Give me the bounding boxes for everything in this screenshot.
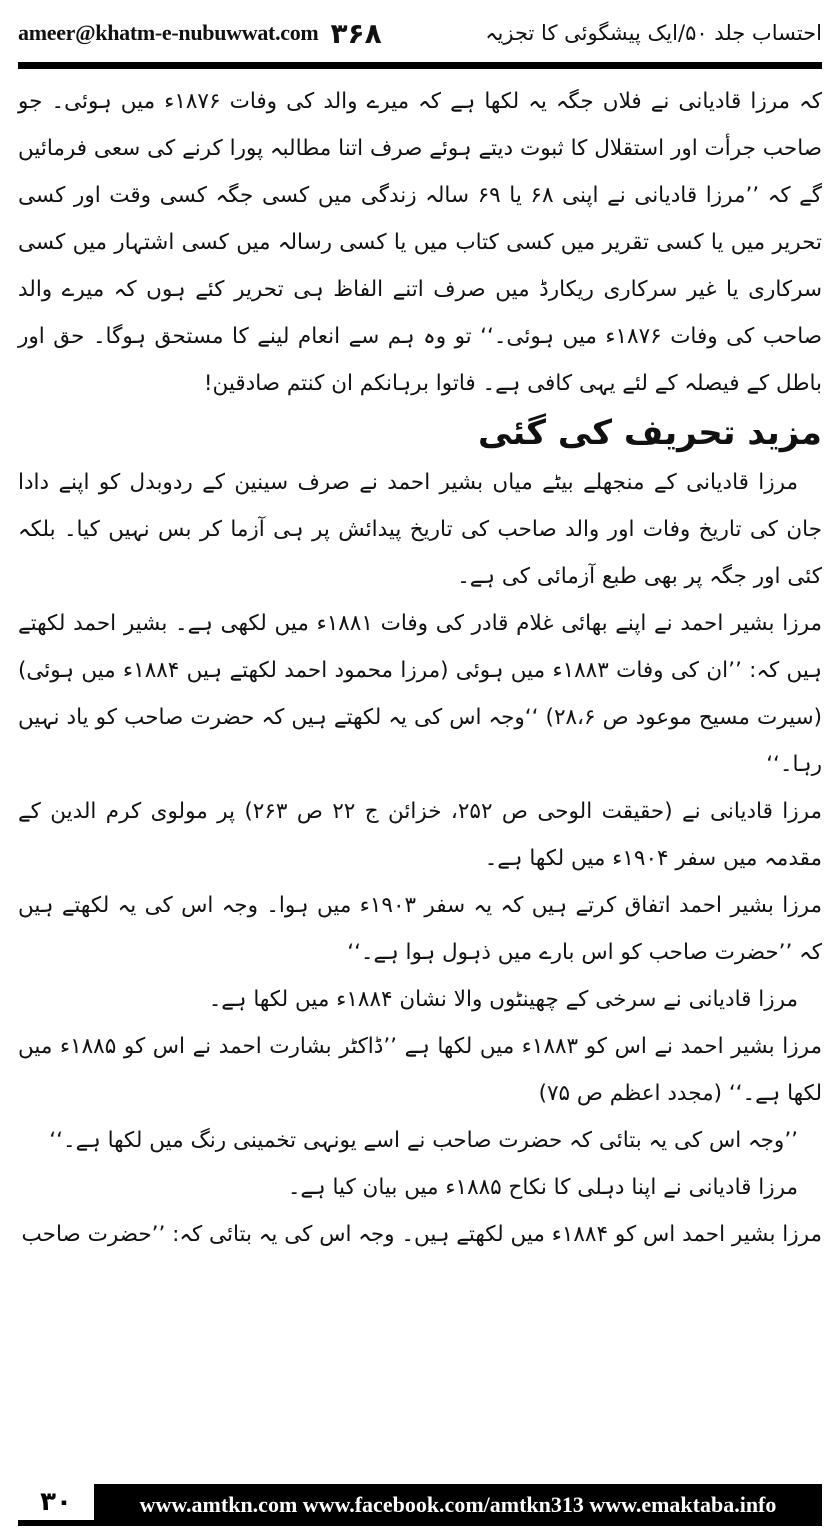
book-page-number: ۳۶۸ <box>330 16 382 50</box>
footer-page-number: ۳۰ <box>18 1484 94 1526</box>
body-paragraph: مرزا قادیانی نے (حقیقت الوحی ص ۲۵۲، خزائن ج ۲۲ ص ۲۶۳) پر مولوی کرم الدین کے مقدمہ میں سفر ۱۹۰۴ء میں لکھا ہے۔ <box>18 799 822 871</box>
running-title: احتساب جلد ۵۰/ایک پیشگوئی کا تجزیہ <box>485 21 822 45</box>
body-paragraph: ’’وجہ اس کی یہ بتائی کہ حضرت صاحب نے اسے یونہی تخمینی رنگ میں لکھا ہے۔‘‘ <box>49 1128 798 1153</box>
header-left <box>18 17 382 50</box>
section-heading: مزید تحریف کی گئی <box>477 413 822 453</box>
page-content <box>18 78 822 1478</box>
footer-links[interactable]: www.amtkn.com www.facebook.com/amtkn313 www.emaktaba.info <box>94 1484 822 1526</box>
body-paragraph: مرزا بشیر احمد اس کو ۱۸۸۴ء میں لکھتے ہیں۔ وجہ اس کی یہ بتائی کہ: ’’حضرت صاحب <box>21 1222 822 1247</box>
body-paragraph: مرزا بشیر احمد نے اس کو ۱۸۸۳ء میں لکھا ہے ’’ڈاکٹر بشارت احمد نے اس کو ۱۸۸۵ء میں لکھا ہے۔‘‘ (مجدد اعظم ص ۷۵) <box>18 1034 822 1106</box>
body-paragraph: مرزا بشیر احمد اتفاق کرتے ہیں کہ یہ سفر ۱۹۰۳ء میں ہوا۔ وجہ اس کی یہ لکھتے ہیں کہ ’’حضرت صاحب کو اس بارے میں ذہول ہوا ہے۔‘‘ <box>18 893 822 965</box>
page-header <box>18 8 822 58</box>
header-email[interactable]: ameer@khatm-e-nubuwwat.com <box>18 20 319 45</box>
body-paragraph: مرزا بشیر احمد نے اپنے بھائی غلام قادر کی وفات ۱۸۸۱ء میں لکھی ہے۔ بشیر احمد لکھتے ہیں کہ: ’’ان کی وفات ۱۸۸۳ء میں ہوئی (مرزا محمود احمد لکھتے ہیں ۱۸۸۴ء میں ہوئی) (سیرت مسیح موعود ص ۲۸،۶) ‘‘وجہ اس کی یہ لکھتے ہیں کہ حضرت صاحب کو یاد نہیں رہا۔‘‘ <box>18 611 822 777</box>
intro-paragraph: کہ مرزا قادیانی نے فلاں جگہ یہ لکھا ہے کہ میرے والد کی وفات ۱۸۷۶ء میں ہوئی۔ جو صاحب جرأت اور استقلال کا ثبوت دیتے ہوئے صرف اتنا مطالبہ پورا کرنے کی سعی فرمائیں گے کہ ’’مرزا قادیانی نے اپنی ۶۸ یا ۶۹ سالہ زندگی میں کسی جگہ کسی وقت اور کسی تحریر میں یا کسی تقریر میں کسی کتاب میں یا کسی رسالہ میں کسی اشتہار میں کسی سرکاری یا غیر سرکاری ریکارڈ میں صرف اتنے الفاظ ہی تحریر کئے ہوں کہ میرے والد صاحب کی وفات ۱۸۷۶ء میں ہوئی۔‘‘ تو وہ ہم سے انعام لینے کا مستحق ہوگا۔ حق اور باطل کے فیصلہ کے لئے یہی کافی ہے۔ فاتوا برہانکم ان کنتم صادقین! <box>18 89 822 396</box>
page-footer <box>18 1484 822 1526</box>
body-paragraph: مرزا قادیانی نے اپنا دہلی کا نکاح ۱۸۸۵ء میں بیان کیا ہے۔ <box>287 1175 798 1200</box>
body-paragraph: مرزا قادیانی نے سرخی کے چھینٹوں والا نشان ۱۸۸۴ء میں لکھا ہے۔ <box>208 987 798 1012</box>
header-rule <box>18 62 822 69</box>
body-paragraph: مرزا قادیانی کے منجھلے بیٹے میاں بشیر احمد نے صرف سینین کے ردوبدل کو اپنے دادا جان کی تاریخ وفات اور والد صاحب کی تاریخ پیدائش پر ہی آزما کر بس نہیں کیا۔ بلکہ کئی اور جگہ پر بھی طبع آزمائی کی ہے۔ <box>18 470 822 589</box>
